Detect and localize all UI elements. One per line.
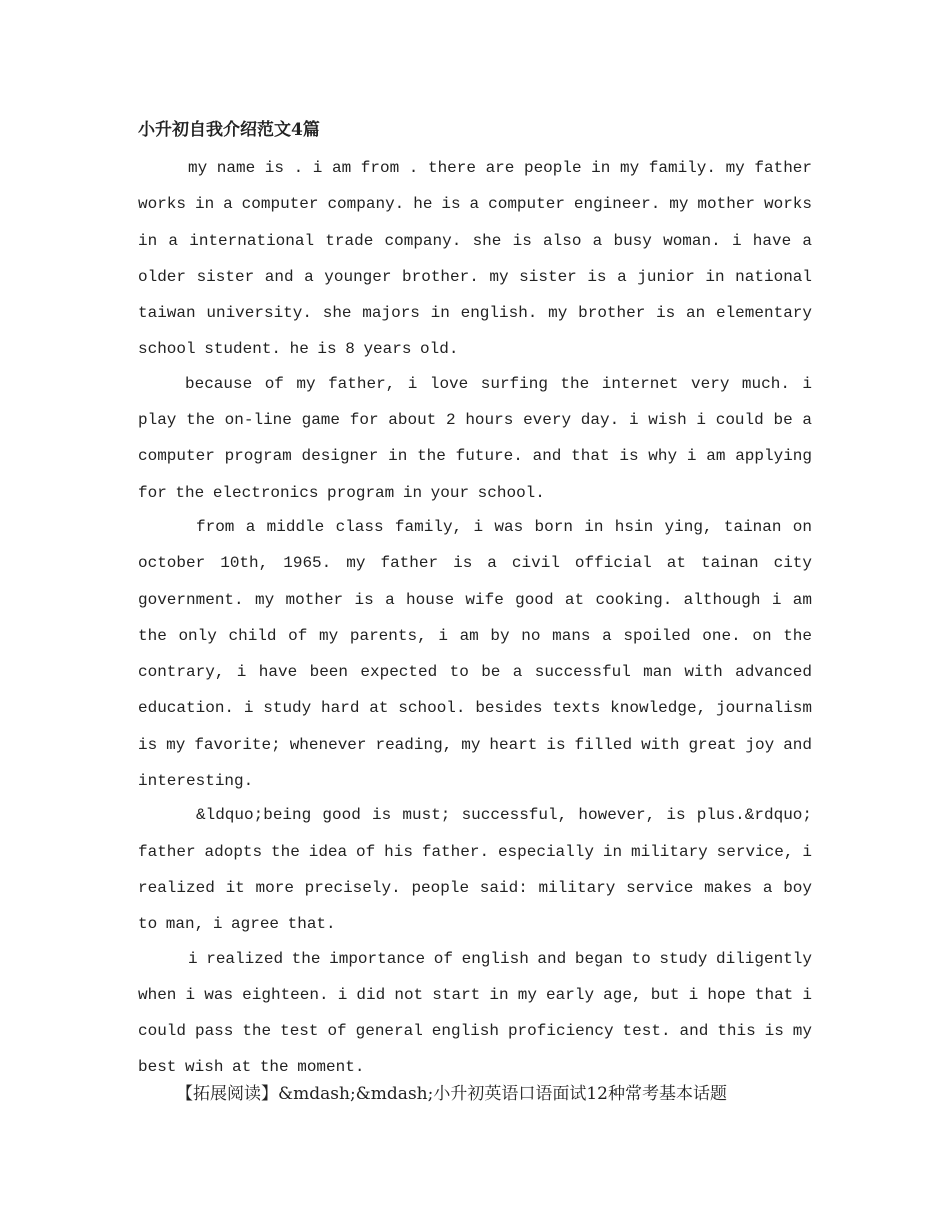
document-body — [138, 150, 812, 1084]
paragraph-internet-interest: because of my father, i love surfing the internet very much. i play the on-line game for about 2 hours every day. i wish i could be a computer program designer in the future. and that is why i am applying for the electronics program in your school. — [138, 374, 812, 502]
document-title: 小升初自我介绍范文4篇 — [138, 120, 320, 140]
paragraph-background: from a middle class family, i was born in hsin ying, tainan on october 10th, 1965. my father is a civil official at tainan city government. my mother is a house wife good at cooking. although i am the only child of my parents, i am by no mans a spoiled one. on the contrary, i have been expected to be a successful man with advanced education. i study hard at school. besides texts knowledge, journalism is my favorite; whenever reading, my heart is filled with great joy and interesting. — [138, 517, 812, 791]
paragraph-english-study: i realized the importance of english and began to study diligently when i was eighteen. i did not start in my early age, but i hope that i could pass the test of general english proficiency test. and this is my best wish at the moment. — [138, 949, 812, 1077]
extended-reading-heading: 【拓展阅读】&mdash;&mdash;小升初英语口语面试12种常考基本话题 — [176, 1084, 727, 1104]
paragraph-father-idea: &ldquo;being good is must; successful, however, is plus.&rdquo; father adopts the idea of his father. especially in military service, i realized it more precisely. people said: military service makes a boy to man, i agree that. — [138, 806, 812, 934]
paragraph-family-intro: my name is . i am from . there are people in my family. my father works in a computer company. he is a computer engineer. my mother works in a international trade company. she is also a busy woman. i have a older sister and a younger brother. my sister is a junior in national taiwan university. she majors in english. my brother is an elementary school student. he is 8 years old. — [138, 159, 812, 359]
